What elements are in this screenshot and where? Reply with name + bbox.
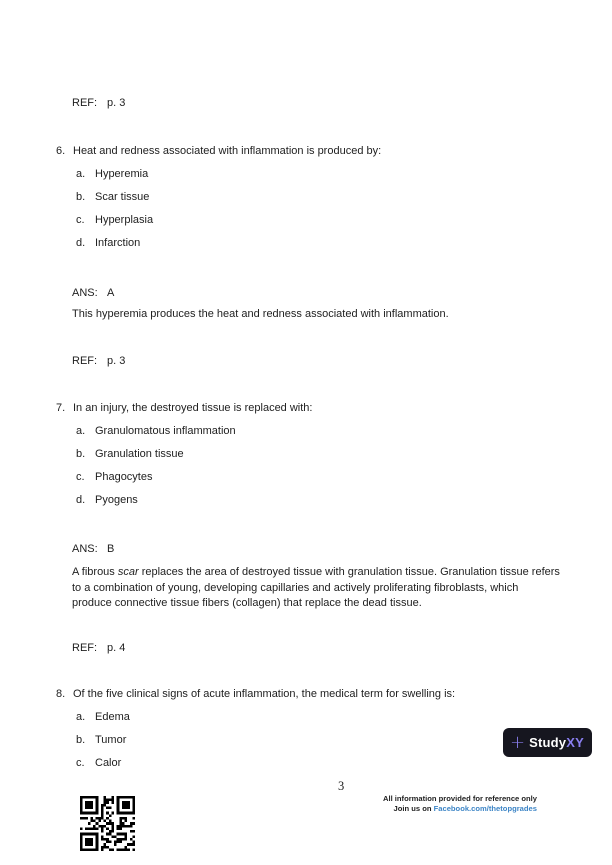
footer-line-2: Join us on Facebook.com/thetopgrades [393, 804, 537, 813]
question-7-option-d [76, 493, 138, 507]
ref-value: p. 3 [107, 355, 126, 367]
option-letter: b. [76, 191, 86, 203]
question-7-option-c [76, 470, 152, 484]
footer-line-1: All information provided for reference only [382, 794, 537, 803]
feedback-6: This hyperemia produces the heat and redness associated with inflammation. [72, 308, 449, 320]
ref-line-3 [72, 641, 125, 655]
option-text: Granulomatous inflammation [95, 425, 236, 437]
question-text: Heat and redness associated with inflammation is produced by: [73, 145, 382, 157]
option-text: Phagocytes [95, 471, 153, 483]
option-text: Granulation tissue [95, 448, 184, 460]
option-letter: c. [76, 757, 85, 769]
answer-line-6 [72, 286, 114, 300]
ref-label: REF: [72, 97, 98, 109]
option-text: Infarction [95, 237, 141, 249]
plus-icon: + [510, 731, 526, 753]
option-letter: a. [76, 168, 86, 180]
answer-line-7 [72, 542, 114, 556]
feedback-line: to a combination of young, developing capillaries and actively proliferating fibroblasts, which [72, 581, 519, 594]
ref-label: REF: [72, 642, 98, 654]
option-letter: a. [76, 425, 86, 437]
ref-label: REF: [72, 355, 98, 367]
option-letter: d. [76, 237, 86, 249]
option-letter: c. [76, 471, 85, 483]
facebook-link[interactable]: Facebook.com/thetopgrades [433, 804, 537, 813]
ref-value: p. 3 [107, 97, 126, 109]
option-text: Tumor [95, 734, 127, 746]
question-6-option-a [76, 167, 148, 181]
feedback-line: produce connective tissue fibers (collagen) that replace the dead tissue. [72, 597, 422, 609]
option-text: Calor [95, 757, 122, 769]
feedback-line: A fibrous scar replaces the area of destroyed tissue with granulation tissue. Granulation tissue refers [72, 566, 560, 578]
footer-note [383, 794, 537, 814]
question-7 [56, 401, 312, 415]
feedback-7 [72, 565, 560, 612]
option-letter: c. [76, 214, 85, 226]
ref-line-2 [72, 354, 125, 368]
answer-label: ANS: [72, 543, 98, 555]
italic-term: scar [117, 566, 139, 578]
question-8-option-c [76, 756, 121, 770]
option-text: Hyperplasia [95, 214, 154, 226]
question-8-option-b [76, 733, 126, 747]
option-letter: d. [76, 494, 86, 506]
page-number: 3 [338, 779, 345, 793]
question-text: In an injury, the destroyed tissue is replaced with: [73, 402, 313, 414]
option-text: Hyperemia [95, 168, 149, 180]
question-number: 7. [56, 402, 66, 414]
option-text: Pyogens [95, 494, 138, 506]
question-7-option-a [76, 424, 236, 438]
logo-text-xy: XY [566, 735, 584, 750]
ref-line-1 [72, 96, 125, 110]
answer-value: A [107, 287, 115, 299]
option-letter: a. [76, 711, 86, 723]
question-6 [56, 144, 381, 158]
question-8 [56, 687, 455, 701]
question-text: Of the five clinical signs of acute inflammation, the medical term for swelling is: [73, 688, 456, 700]
question-number: 8. [56, 688, 66, 700]
question-8-option-a [76, 710, 130, 724]
option-text: Scar tissue [95, 191, 150, 203]
question-7-option-b [76, 447, 184, 461]
qr-code [80, 796, 135, 851]
answer-label: ANS: [72, 287, 98, 299]
question-6-option-c [76, 213, 153, 227]
question-6-option-b [76, 190, 149, 204]
ref-value: p. 4 [107, 642, 126, 654]
option-text: Edema [95, 711, 130, 723]
question-6-option-d [76, 236, 140, 250]
logo-text-study: Study [529, 735, 567, 750]
studyxy-logo [503, 728, 592, 757]
option-letter: b. [76, 448, 86, 460]
option-letter: b. [76, 734, 86, 746]
answer-value: B [107, 543, 115, 555]
question-number: 6. [56, 145, 66, 157]
